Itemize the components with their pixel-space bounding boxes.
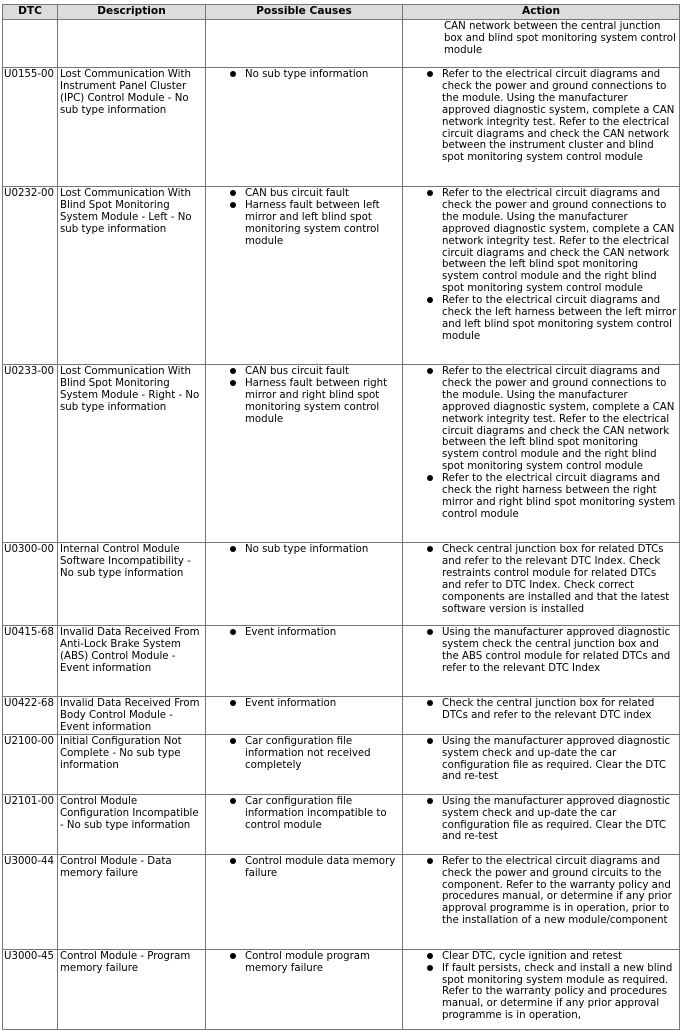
dtc-code: U3000-45 bbox=[3, 949, 58, 1029]
action-item: Refer to the electrical circuit diagrams and check the right harness between the right mirror and right blind spot monitoring system control module bbox=[433, 473, 678, 521]
cause-item: Event information bbox=[236, 698, 401, 710]
table-row-continuation bbox=[3, 20, 680, 68]
action-cell bbox=[403, 794, 680, 854]
possible-causes bbox=[206, 794, 403, 854]
dtc-code: U0155-00 bbox=[3, 68, 58, 187]
table-row bbox=[3, 187, 680, 365]
action-item: Clear DTC, cycle ignition and retest bbox=[433, 951, 678, 963]
action-item: Using the manufacturer approved diagnostic system check and up-date the car configuration file as required. Clear the DTC and re-test bbox=[433, 796, 678, 844]
action-cell bbox=[403, 187, 680, 365]
cause-item: No sub type information bbox=[236, 544, 401, 556]
action-item: Refer to the electrical circuit diagrams and check the left harness between the left mirror and left blind spot monitoring system control module bbox=[433, 295, 678, 343]
causes-list bbox=[208, 796, 401, 832]
possible-causes bbox=[206, 543, 403, 626]
dtc-table bbox=[2, 4, 680, 1030]
dtc-description: Lost Communication With Instrument Panel Cluster (IPC) Control Module - No sub type information bbox=[58, 68, 206, 187]
actions-list bbox=[405, 366, 678, 521]
possible-causes bbox=[206, 68, 403, 187]
action-cell bbox=[403, 949, 680, 1029]
action-item: Refer to the electrical circuit diagrams and check the power and ground connections to the module. Using the manufacturer approved diagnostic system, complete a CAN network integrity test. Refer to the electrical circuit diagrams and check the CAN network between the instrument cluster and blind spot monitoring system control module bbox=[433, 69, 678, 164]
causes-list bbox=[208, 188, 401, 248]
actions-list bbox=[405, 951, 678, 1022]
causes-list bbox=[208, 366, 401, 426]
dtc-code: U0415-68 bbox=[3, 626, 58, 697]
dtc-description: Control Module - Data memory failure bbox=[58, 854, 206, 949]
cause-item: Control module program memory failure bbox=[236, 951, 401, 975]
dtc-code: U0300-00 bbox=[3, 543, 58, 626]
actions-list bbox=[405, 69, 678, 164]
action-item: Refer to the electrical circuit diagrams and check the power and ground connections to the module. Using the manufacturer approved diagnostic system, complete a CAN network integrity test. Refer to the electrical circuit diagrams and check the CAN network between the left blind spot monitoring system control module and the right blind spot monitoring system control module bbox=[433, 188, 678, 295]
possible-causes bbox=[206, 734, 403, 794]
table-row bbox=[3, 794, 680, 854]
table-row bbox=[3, 626, 680, 697]
table-header-row bbox=[3, 5, 680, 20]
action-cell bbox=[403, 365, 680, 543]
dtc-code: U2100-00 bbox=[3, 734, 58, 794]
dtc-code: U0233-00 bbox=[3, 365, 58, 543]
causes-list bbox=[208, 627, 401, 639]
possible-causes bbox=[206, 697, 403, 735]
actions-list bbox=[405, 856, 678, 927]
cause-item: CAN bus circuit fault bbox=[236, 366, 401, 378]
cause-item: Event information bbox=[236, 627, 401, 639]
dtc-code: U0232-00 bbox=[3, 187, 58, 365]
possible-causes bbox=[206, 187, 403, 365]
action-cell bbox=[403, 697, 680, 735]
action-item: Check the central junction box for related DTCs and refer to the relevant DTC index bbox=[433, 698, 678, 722]
action-item: Using the manufacturer approved diagnostic system check and up-date the car configuration file as required. Clear the DTC and re-test bbox=[433, 736, 678, 784]
action-cell bbox=[403, 734, 680, 794]
dtc-description: Lost Communication With Blind Spot Monitoring System Module - Right - No sub type information bbox=[58, 365, 206, 543]
dtc-description: Control Module - Program memory failure bbox=[58, 949, 206, 1029]
table-row bbox=[3, 365, 680, 543]
header-action: Action bbox=[403, 5, 680, 20]
actions-list bbox=[405, 796, 678, 844]
action-item: Refer to the electrical circuit diagrams and check the power and ground circuits to the component. Refer to the warranty policy and procedures manual, or determine if any prior approval programme is in operation, prior to the installation of a new module/component bbox=[433, 856, 678, 927]
action-cell bbox=[403, 626, 680, 697]
action-continuation-text: CAN network between the central junction box and blind spot monitoring system control module bbox=[444, 21, 676, 56]
dtc-code: U2101-00 bbox=[3, 794, 58, 854]
table-row bbox=[3, 543, 680, 626]
possible-causes bbox=[206, 626, 403, 697]
header-dtc: DTC bbox=[3, 5, 58, 20]
action-item: If fault persists, check and install a new blind spot monitoring system module as required. Refer to the warranty policy and procedures manual, or determine if any prior approval programme is in operation, bbox=[433, 963, 678, 1023]
dtc-description: Lost Communication With Blind Spot Monitoring System Module - Left - No sub type information bbox=[58, 187, 206, 365]
actions-list bbox=[405, 188, 678, 343]
action-item: Check central junction box for related DTCs and refer to the relevant DTC Index. Check restraints control module for related DTCs and refer to DTC Index. Check correct components are installed and that the latest software version is installed bbox=[433, 544, 678, 615]
dtc-description: Control Module Configuration Incompatible - No sub type information bbox=[58, 794, 206, 854]
cause-item: No sub type information bbox=[236, 69, 401, 81]
cause-item: CAN bus circuit fault bbox=[236, 188, 401, 200]
dtc-code: U3000-44 bbox=[3, 854, 58, 949]
header-description: Description bbox=[58, 5, 206, 20]
causes-list bbox=[208, 698, 401, 710]
header-possible-causes: Possible Causes bbox=[206, 5, 403, 20]
cause-item: Control module data memory failure bbox=[236, 856, 401, 880]
dtc-code: U0422-68 bbox=[3, 697, 58, 735]
action-cell bbox=[403, 854, 680, 949]
possible-causes bbox=[206, 949, 403, 1029]
causes-list bbox=[208, 544, 401, 556]
actions-list bbox=[405, 736, 678, 784]
cause-item: Car configuration file information not received completely bbox=[236, 736, 401, 772]
dtc-description: Invalid Data Received From Body Control Module - Event information bbox=[58, 697, 206, 735]
causes-list bbox=[208, 856, 401, 880]
dtc-description: Invalid Data Received From Anti-Lock Brake System (ABS) Control Module - Event information bbox=[58, 626, 206, 697]
cause-item: Harness fault between left mirror and left blind spot monitoring system control module bbox=[236, 200, 401, 248]
table-row bbox=[3, 697, 680, 735]
possible-causes bbox=[206, 854, 403, 949]
action-cell bbox=[403, 68, 680, 187]
causes-list bbox=[208, 69, 401, 81]
action-item: Refer to the electrical circuit diagrams and check the power and ground connections to the module. Using the manufacturer approved diagnostic system, complete a CAN network integrity test. Refer to the electrical circuit diagrams and check the CAN network between the left blind spot monitoring system control module and the right blind spot monitoring system control module bbox=[433, 366, 678, 473]
cause-item: Car configuration file information incompatible to control module bbox=[236, 796, 401, 832]
actions-list bbox=[405, 627, 678, 675]
cause-item: Harness fault between right mirror and right blind spot monitoring system control module bbox=[236, 378, 401, 426]
action-cell bbox=[403, 543, 680, 626]
dtc-description: Internal Control Module Software Incompatibility - No sub type information bbox=[58, 543, 206, 626]
table-row bbox=[3, 854, 680, 949]
possible-causes bbox=[206, 365, 403, 543]
table-row bbox=[3, 734, 680, 794]
table-row bbox=[3, 949, 680, 1029]
actions-list bbox=[405, 544, 678, 615]
causes-list bbox=[208, 951, 401, 975]
actions-list bbox=[405, 698, 678, 722]
dtc-description: Initial Configuration Not Complete - No sub type information bbox=[58, 734, 206, 794]
action-item: Using the manufacturer approved diagnostic system check the central junction box and the ABS control module for related DTCs and refer to the relevant DTC Index bbox=[433, 627, 678, 675]
table-row bbox=[3, 68, 680, 187]
causes-list bbox=[208, 736, 401, 772]
